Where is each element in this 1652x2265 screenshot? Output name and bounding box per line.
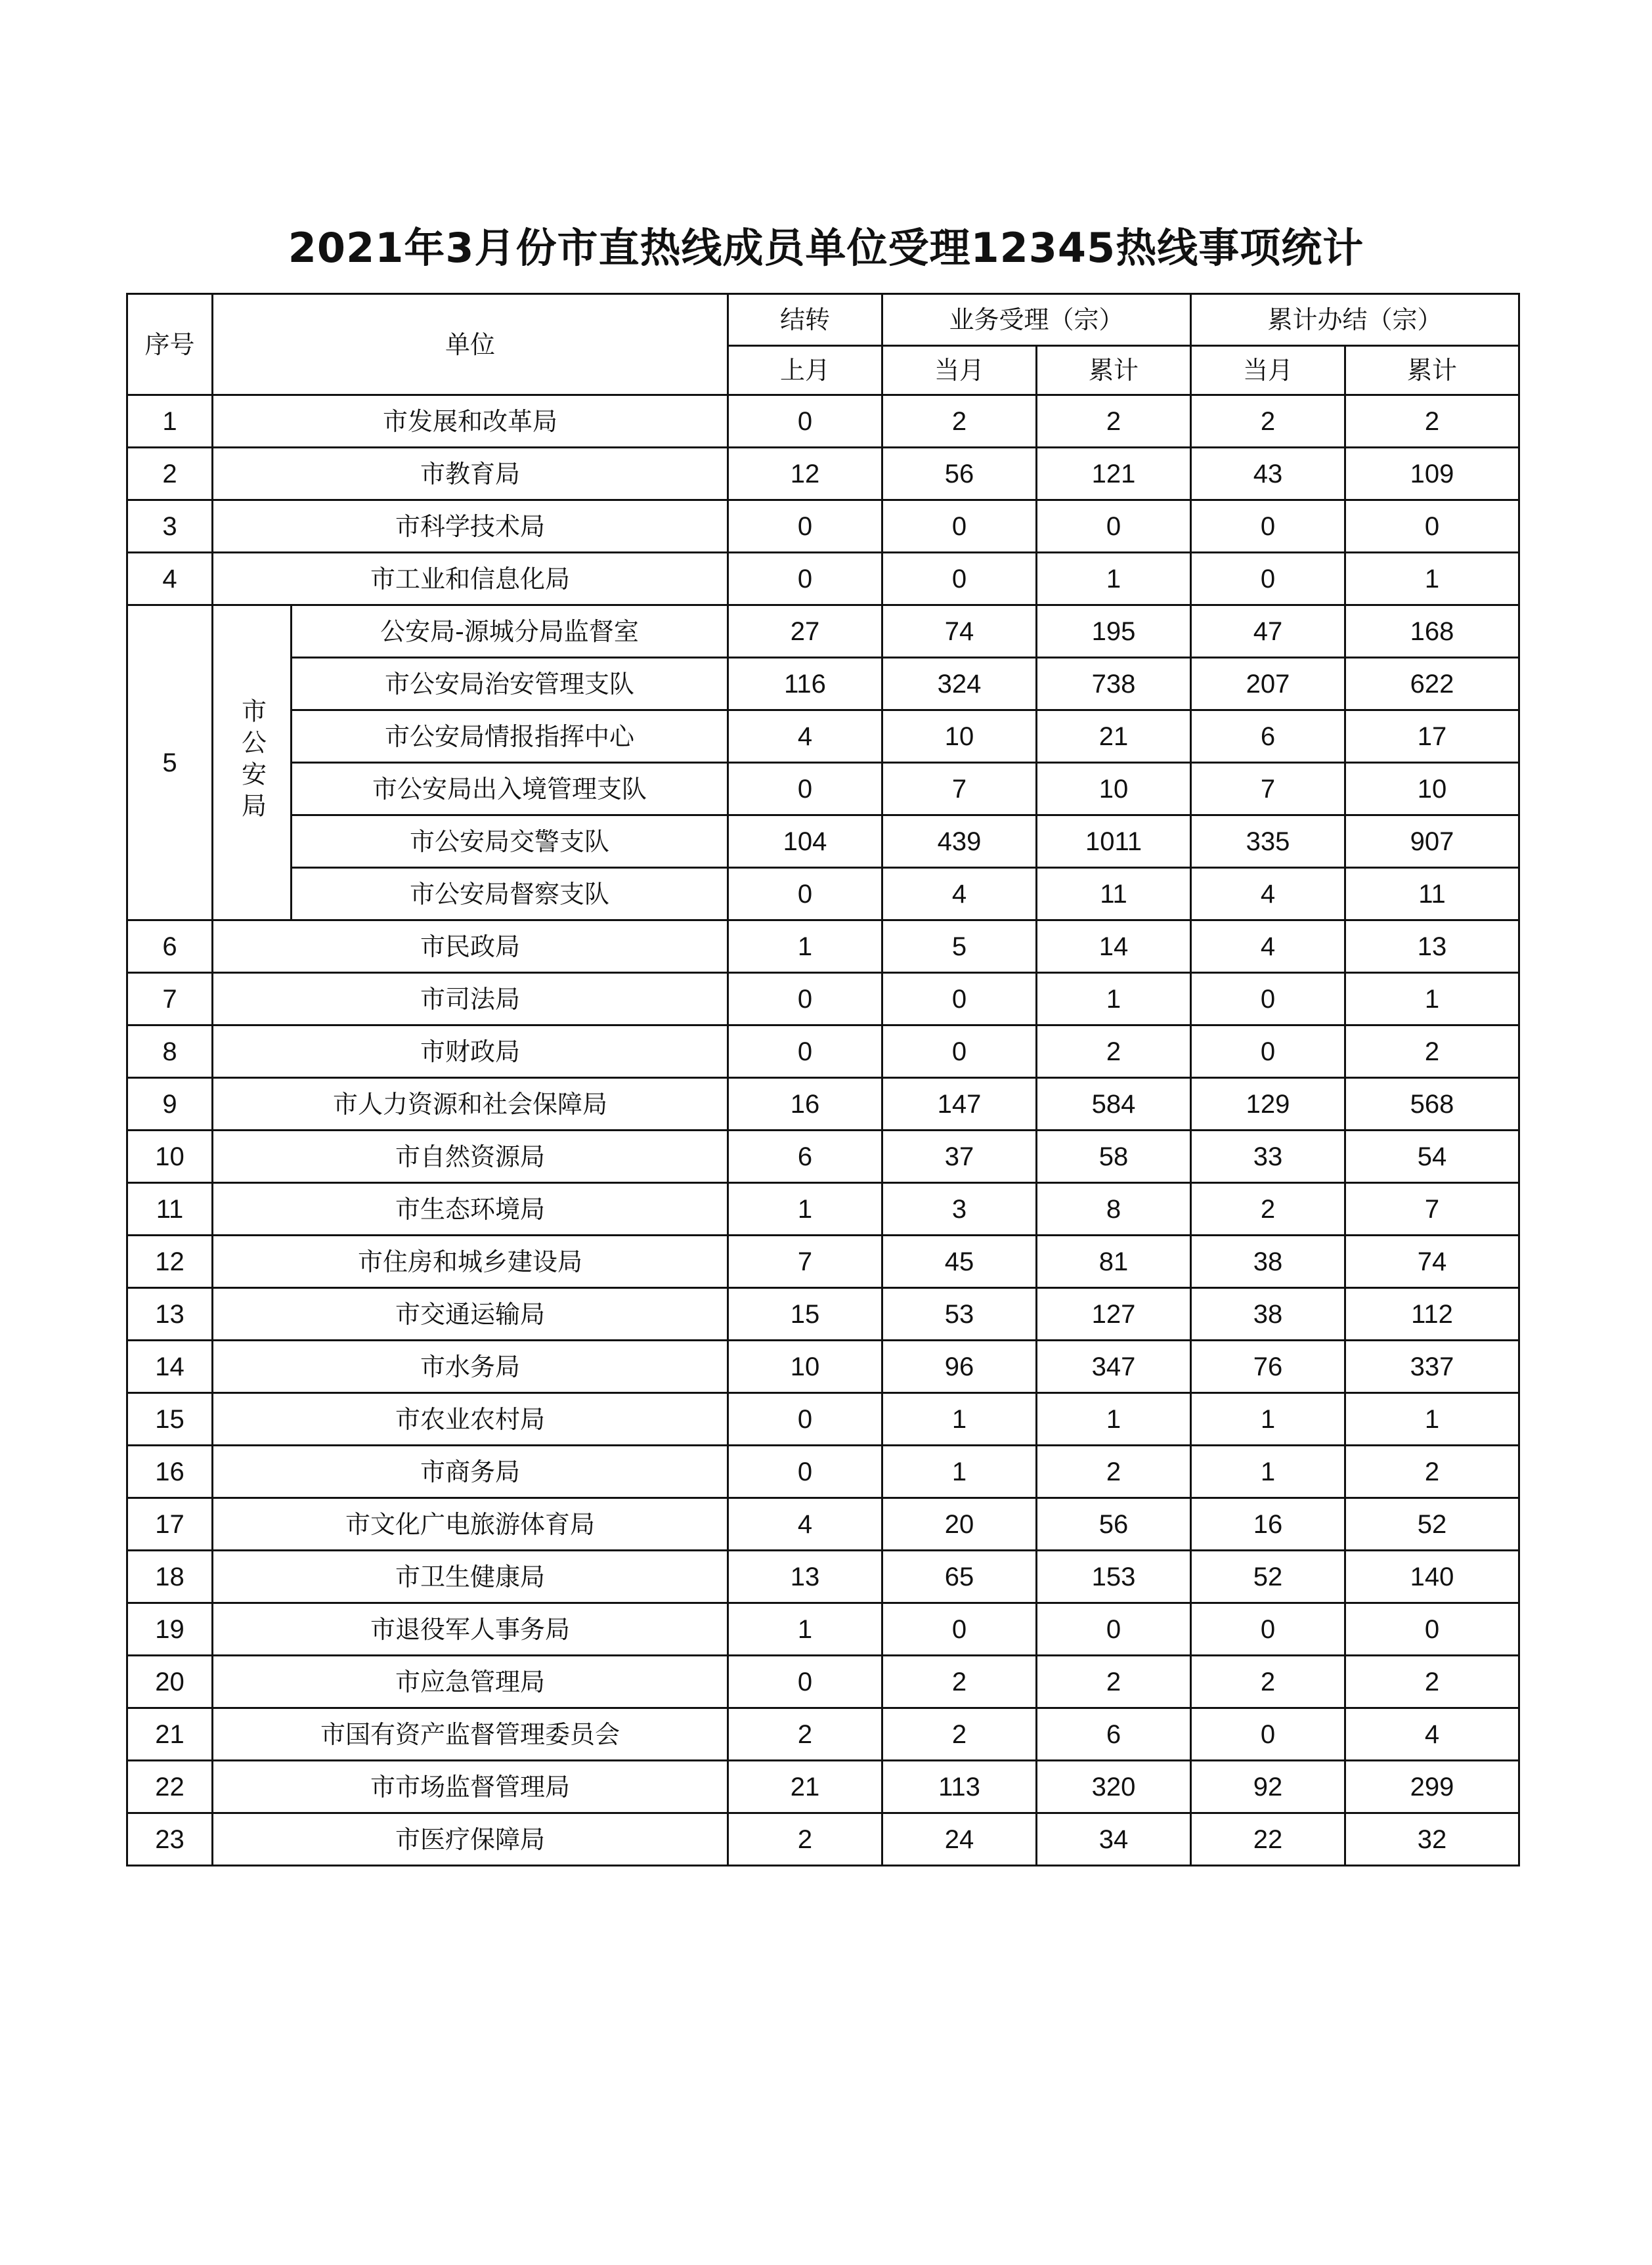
table-row [127, 1761, 1519, 1813]
closed-total-cell: 907 [1345, 815, 1519, 868]
closed-total-cell: 0 [1345, 1603, 1519, 1656]
carry-cell: 0 [728, 1393, 882, 1446]
table-row [127, 1498, 1519, 1551]
accepted-month-cell: 2 [882, 1656, 1037, 1708]
seq-cell: 22 [127, 1761, 213, 1813]
closed-total-cell: 7 [1345, 1183, 1519, 1236]
closed-month-cell: 7 [1191, 763, 1345, 815]
table-row [127, 1341, 1519, 1393]
accepted-total-cell: 2 [1037, 395, 1191, 448]
table-row [127, 1551, 1519, 1603]
carry-cell: 0 [728, 1025, 882, 1078]
header-unit: 单位 [213, 294, 728, 395]
header-seq: 序号 [127, 294, 213, 395]
unit-cell: 市文化广电旅游体育局 [213, 1498, 728, 1551]
accepted-month-cell: 24 [882, 1813, 1037, 1866]
accepted-total-cell: 21 [1037, 710, 1191, 763]
unit-cell: 市教育局 [213, 448, 728, 500]
accepted-total-cell: 81 [1037, 1236, 1191, 1288]
closed-month-cell: 0 [1191, 553, 1345, 605]
seq-cell: 8 [127, 1025, 213, 1078]
accepted-month-cell: 37 [882, 1131, 1037, 1183]
table-row [127, 658, 1519, 710]
header-row-1 [127, 294, 1519, 346]
unit-cell: 市人力资源和社会保障局 [213, 1078, 728, 1131]
closed-month-cell: 1 [1191, 1446, 1345, 1498]
accepted-total-cell: 320 [1037, 1761, 1191, 1813]
unit-cell: 市科学技术局 [213, 500, 728, 553]
table-row [127, 710, 1519, 763]
table-row [127, 395, 1519, 448]
carry-cell: 0 [728, 395, 882, 448]
closed-month-cell: 33 [1191, 1131, 1345, 1183]
closed-total-cell: 112 [1345, 1288, 1519, 1341]
accepted-total-cell: 2 [1037, 1656, 1191, 1708]
closed-total-cell: 2 [1345, 1025, 1519, 1078]
closed-month-cell: 76 [1191, 1341, 1345, 1393]
unit-cell: 市卫生健康局 [213, 1551, 728, 1603]
closed-month-cell: 0 [1191, 973, 1345, 1025]
seq-cell: 9 [127, 1078, 213, 1131]
carry-cell: 0 [728, 553, 882, 605]
accepted-month-cell: 20 [882, 1498, 1037, 1551]
accepted-month-cell: 439 [882, 815, 1037, 868]
unit-cell: 市住房和城乡建设局 [213, 1236, 728, 1288]
accepted-total-cell: 1011 [1037, 815, 1191, 868]
accepted-month-cell: 74 [882, 605, 1037, 658]
carry-cell: 21 [728, 1761, 882, 1813]
closed-month-cell: 4 [1191, 868, 1345, 920]
unit-cell: 市司法局 [213, 973, 728, 1025]
closed-month-cell: 92 [1191, 1761, 1345, 1813]
table-row [127, 1078, 1519, 1131]
unit-cell: 市财政局 [213, 1025, 728, 1078]
accepted-month-cell: 56 [882, 448, 1037, 500]
closed-total-cell: 1 [1345, 553, 1519, 605]
closed-total-cell: 4 [1345, 1708, 1519, 1761]
accepted-total-cell: 2 [1037, 1025, 1191, 1078]
seq-cell: 4 [127, 553, 213, 605]
accepted-total-cell: 34 [1037, 1813, 1191, 1866]
seq-cell: 2 [127, 448, 213, 500]
seq-cell: 7 [127, 973, 213, 1025]
table-body [127, 395, 1519, 1866]
seq-cell: 17 [127, 1498, 213, 1551]
accepted-month-cell: 1 [882, 1393, 1037, 1446]
closed-month-cell: 2 [1191, 1656, 1345, 1708]
closed-month-cell: 1 [1191, 1393, 1345, 1446]
closed-total-cell: 2 [1345, 1446, 1519, 1498]
accepted-total-cell: 0 [1037, 500, 1191, 553]
accepted-total-cell: 127 [1037, 1288, 1191, 1341]
accepted-month-cell: 96 [882, 1341, 1037, 1393]
closed-total-cell: 32 [1345, 1813, 1519, 1866]
carry-cell: 12 [728, 448, 882, 500]
seq-cell: 21 [127, 1708, 213, 1761]
accepted-total-cell: 153 [1037, 1551, 1191, 1603]
accepted-total-cell: 1 [1037, 973, 1191, 1025]
closed-month-cell: 22 [1191, 1813, 1345, 1866]
table-row [127, 605, 1519, 658]
closed-total-cell: 11 [1345, 868, 1519, 920]
carry-cell: 0 [728, 500, 882, 553]
accepted-month-cell: 0 [882, 553, 1037, 605]
closed-month-cell: 52 [1191, 1551, 1345, 1603]
closed-total-cell: 337 [1345, 1341, 1519, 1393]
closed-month-cell: 47 [1191, 605, 1345, 658]
table-row [127, 1025, 1519, 1078]
closed-total-cell: 109 [1345, 448, 1519, 500]
sub-unit-cell: 市公安局督察支队 [292, 868, 728, 920]
unit-cell: 市市场监督管理局 [213, 1761, 728, 1813]
table-row [127, 1183, 1519, 1236]
closed-total-cell: 622 [1345, 658, 1519, 710]
accepted-total-cell: 584 [1037, 1078, 1191, 1131]
closed-month-cell: 2 [1191, 1183, 1345, 1236]
unit-cell: 市生态环境局 [213, 1183, 728, 1236]
seq-cell: 12 [127, 1236, 213, 1288]
table-row [127, 1446, 1519, 1498]
closed-month-cell: 38 [1191, 1236, 1345, 1288]
closed-month-cell: 0 [1191, 1708, 1345, 1761]
closed-total-cell: 17 [1345, 710, 1519, 763]
sub-unit-cell: 市公安局治安管理支队 [292, 658, 728, 710]
closed-total-cell: 0 [1345, 500, 1519, 553]
unit-cell: 市商务局 [213, 1446, 728, 1498]
carry-cell: 0 [728, 1446, 882, 1498]
closed-total-cell: 568 [1345, 1078, 1519, 1131]
carry-cell: 0 [728, 1656, 882, 1708]
header-closed-month: 当月 [1191, 346, 1345, 395]
carry-cell: 104 [728, 815, 882, 868]
closed-month-cell: 43 [1191, 448, 1345, 500]
header-closed-total: 累计 [1345, 346, 1519, 395]
carry-cell: 116 [728, 658, 882, 710]
carry-cell: 27 [728, 605, 882, 658]
accepted-month-cell: 3 [882, 1183, 1037, 1236]
seq-cell: 20 [127, 1656, 213, 1708]
page-title: 2021年3月份市直热线成员单位受理12345热线事项统计 [288, 224, 1364, 272]
table-row [127, 815, 1519, 868]
seq-cell: 18 [127, 1551, 213, 1603]
closed-total-cell: 10 [1345, 763, 1519, 815]
table-row [127, 868, 1519, 920]
closed-month-cell: 0 [1191, 1603, 1345, 1656]
accepted-month-cell: 113 [882, 1761, 1037, 1813]
seq-cell: 5 [127, 605, 213, 920]
table-row [127, 1393, 1519, 1446]
accepted-total-cell: 121 [1037, 448, 1191, 500]
closed-total-cell: 2 [1345, 395, 1519, 448]
seq-cell: 14 [127, 1341, 213, 1393]
accepted-month-cell: 0 [882, 500, 1037, 553]
seq-cell: 10 [127, 1131, 213, 1183]
seq-cell: 16 [127, 1446, 213, 1498]
header-accepted-total: 累计 [1037, 346, 1191, 395]
carry-cell: 1 [728, 1183, 882, 1236]
header-accepted: 业务受理（宗） [882, 294, 1191, 346]
carry-cell: 15 [728, 1288, 882, 1341]
table-row [127, 553, 1519, 605]
carry-cell: 2 [728, 1813, 882, 1866]
accepted-month-cell: 7 [882, 763, 1037, 815]
carry-cell: 0 [728, 868, 882, 920]
carry-cell: 1 [728, 1603, 882, 1656]
carry-cell: 6 [728, 1131, 882, 1183]
accepted-total-cell: 14 [1037, 920, 1191, 973]
accepted-total-cell: 6 [1037, 1708, 1191, 1761]
accepted-month-cell: 4 [882, 868, 1037, 920]
accepted-month-cell: 1 [882, 1446, 1037, 1498]
sub-unit-cell: 市公安局交警支队 [292, 815, 728, 868]
unit-cell: 市发展和改革局 [213, 395, 728, 448]
carry-cell: 2 [728, 1708, 882, 1761]
seq-cell: 11 [127, 1183, 213, 1236]
sub-unit-cell: 市公安局出入境管理支队 [292, 763, 728, 815]
accepted-month-cell: 0 [882, 1603, 1037, 1656]
seq-cell: 13 [127, 1288, 213, 1341]
sub-unit-cell: 公安局-源城分局监督室 [292, 605, 728, 658]
carry-cell: 7 [728, 1236, 882, 1288]
accepted-month-cell: 324 [882, 658, 1037, 710]
accepted-month-cell: 65 [882, 1551, 1037, 1603]
unit-cell: 市医疗保障局 [213, 1813, 728, 1866]
carry-cell: 4 [728, 1498, 882, 1551]
closed-month-cell: 129 [1191, 1078, 1345, 1131]
accepted-month-cell: 45 [882, 1236, 1037, 1288]
table-row [127, 448, 1519, 500]
accepted-total-cell: 0 [1037, 1603, 1191, 1656]
seq-cell: 19 [127, 1603, 213, 1656]
seq-cell: 23 [127, 1813, 213, 1866]
accepted-month-cell: 10 [882, 710, 1037, 763]
table-row [127, 500, 1519, 553]
closed-total-cell: 13 [1345, 920, 1519, 973]
accepted-month-cell: 0 [882, 973, 1037, 1025]
group-cell [213, 605, 292, 920]
accepted-month-cell: 2 [882, 395, 1037, 448]
carry-cell: 16 [728, 1078, 882, 1131]
accepted-total-cell: 1 [1037, 1393, 1191, 1446]
accepted-total-cell: 1 [1037, 553, 1191, 605]
header-closed: 累计办结（宗） [1191, 294, 1519, 346]
unit-cell: 市水务局 [213, 1341, 728, 1393]
accepted-total-cell: 58 [1037, 1131, 1191, 1183]
table-row [127, 973, 1519, 1025]
closed-total-cell: 168 [1345, 605, 1519, 658]
accepted-total-cell: 56 [1037, 1498, 1191, 1551]
closed-month-cell: 4 [1191, 920, 1345, 973]
header-accepted-month: 当月 [882, 346, 1037, 395]
table-row [127, 1656, 1519, 1708]
accepted-total-cell: 8 [1037, 1183, 1191, 1236]
seq-cell: 3 [127, 500, 213, 553]
header-carry: 结转 [728, 294, 882, 346]
carry-cell: 0 [728, 973, 882, 1025]
table-row [127, 1708, 1519, 1761]
closed-month-cell: 207 [1191, 658, 1345, 710]
seq-cell: 6 [127, 920, 213, 973]
carry-cell: 4 [728, 710, 882, 763]
closed-month-cell: 0 [1191, 500, 1345, 553]
closed-month-cell: 6 [1191, 710, 1345, 763]
group-label: 市公安局 [237, 697, 267, 824]
table-row [127, 1131, 1519, 1183]
accepted-total-cell: 738 [1037, 658, 1191, 710]
seq-cell: 15 [127, 1393, 213, 1446]
closed-month-cell: 16 [1191, 1498, 1345, 1551]
seq-cell: 1 [127, 395, 213, 448]
closed-total-cell: 2 [1345, 1656, 1519, 1708]
table-row [127, 1288, 1519, 1341]
closed-total-cell: 299 [1345, 1761, 1519, 1813]
accepted-month-cell: 147 [882, 1078, 1037, 1131]
unit-cell: 市退役军人事务局 [213, 1603, 728, 1656]
statistics-table [126, 293, 1520, 1866]
accepted-total-cell: 2 [1037, 1446, 1191, 1498]
closed-total-cell: 1 [1345, 973, 1519, 1025]
closed-total-cell: 74 [1345, 1236, 1519, 1288]
accepted-month-cell: 5 [882, 920, 1037, 973]
unit-cell: 市交通运输局 [213, 1288, 728, 1341]
accepted-month-cell: 0 [882, 1025, 1037, 1078]
table-row [127, 763, 1519, 815]
carry-cell: 13 [728, 1551, 882, 1603]
carry-cell: 10 [728, 1341, 882, 1393]
table-row [127, 1236, 1519, 1288]
closed-month-cell: 38 [1191, 1288, 1345, 1341]
closed-month-cell: 0 [1191, 1025, 1345, 1078]
unit-cell: 市农业农村局 [213, 1393, 728, 1446]
table-row [127, 1603, 1519, 1656]
table-row [127, 920, 1519, 973]
accepted-total-cell: 195 [1037, 605, 1191, 658]
accepted-month-cell: 2 [882, 1708, 1037, 1761]
accepted-total-cell: 11 [1037, 868, 1191, 920]
unit-cell: 市工业和信息化局 [213, 553, 728, 605]
closed-month-cell: 2 [1191, 395, 1345, 448]
carry-cell: 0 [728, 763, 882, 815]
unit-cell: 市应急管理局 [213, 1656, 728, 1708]
carry-cell: 1 [728, 920, 882, 973]
accepted-total-cell: 347 [1037, 1341, 1191, 1393]
accepted-month-cell: 53 [882, 1288, 1037, 1341]
unit-cell: 市国有资产监督管理委员会 [213, 1708, 728, 1761]
closed-total-cell: 140 [1345, 1551, 1519, 1603]
closed-total-cell: 54 [1345, 1131, 1519, 1183]
closed-month-cell: 335 [1191, 815, 1345, 868]
closed-total-cell: 52 [1345, 1498, 1519, 1551]
accepted-total-cell: 10 [1037, 763, 1191, 815]
table-row [127, 1813, 1519, 1866]
unit-cell: 市民政局 [213, 920, 728, 973]
unit-cell: 市自然资源局 [213, 1131, 728, 1183]
sub-unit-cell: 市公安局情报指挥中心 [292, 710, 728, 763]
closed-total-cell: 1 [1345, 1393, 1519, 1446]
header-carry-sub: 上月 [728, 346, 882, 395]
